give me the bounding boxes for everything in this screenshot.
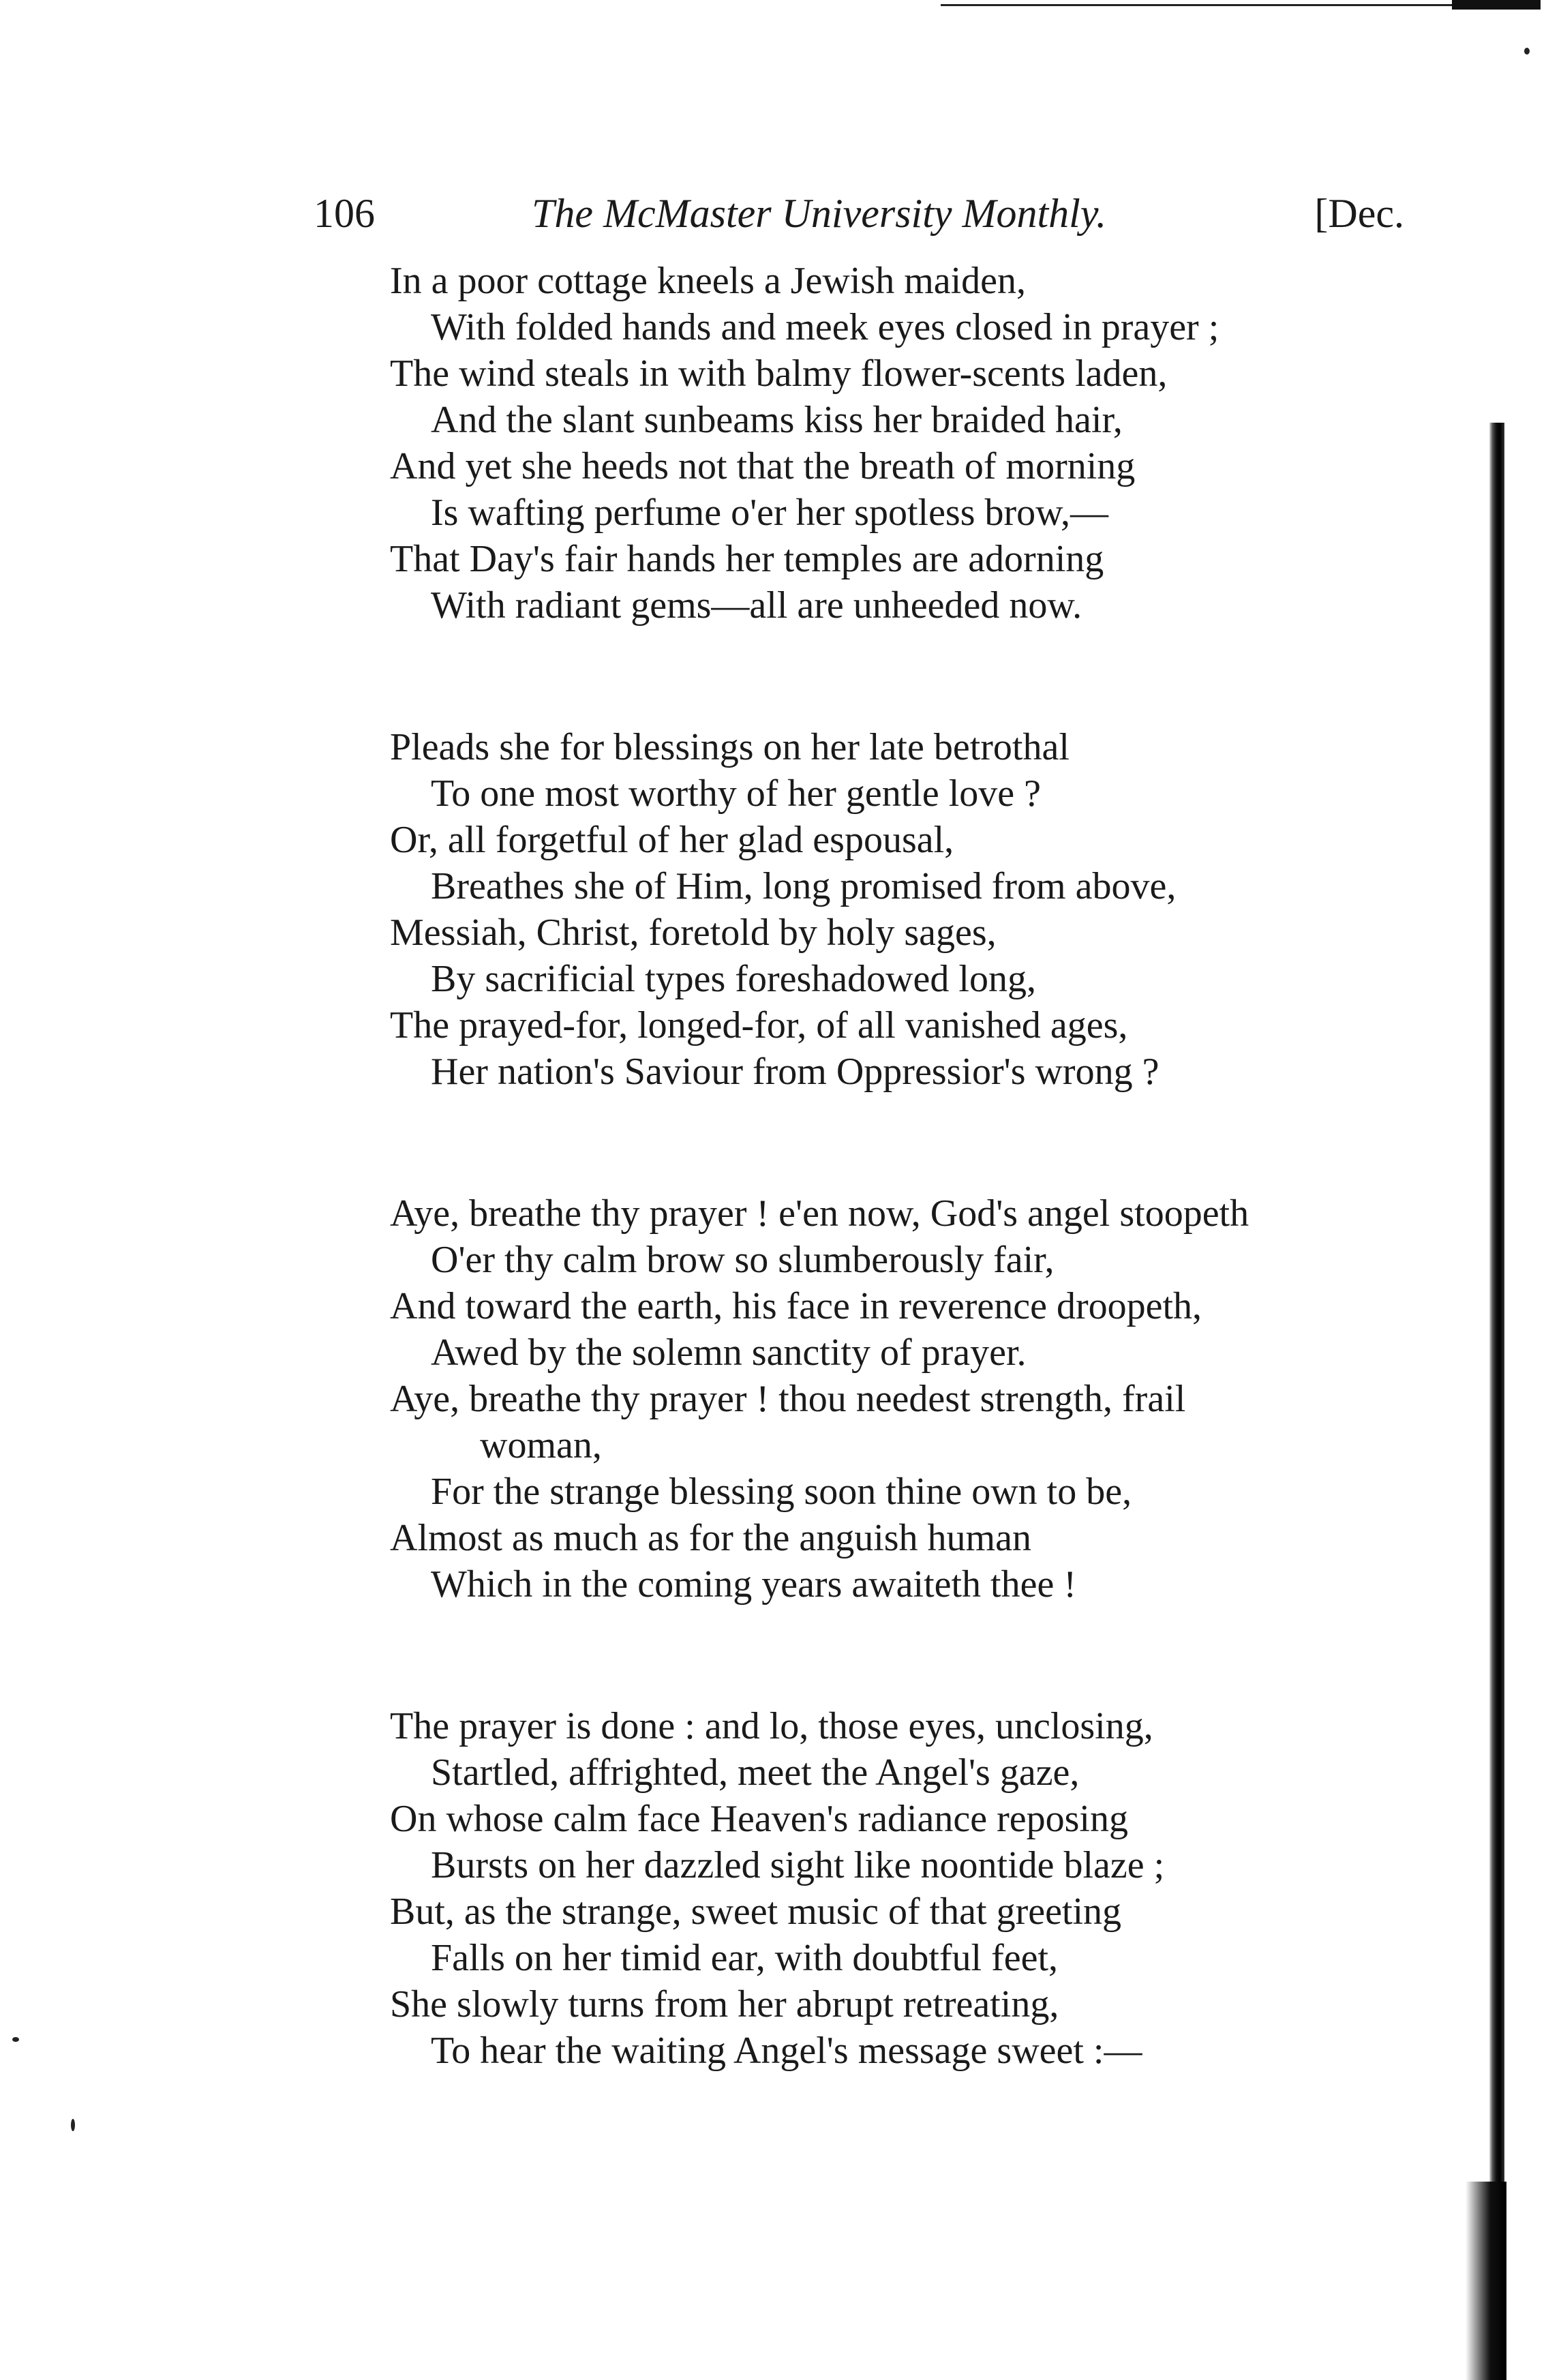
poem-line: Bursts on her dazzled sight like noontide blaze ;: [431, 1844, 1165, 1886]
poem-line: The wind steals in with balmy flower-scents laden,: [390, 352, 1168, 395]
poem-line: On whose calm face Heaven's radiance reposing: [390, 1798, 1128, 1840]
stanza: [390, 724, 1426, 1095]
month-tag: [Dec.: [1314, 191, 1404, 236]
poem-line: In a poor cottage kneels a Jewish maiden,: [390, 260, 1027, 302]
page-edge-shadow-bottom: [1466, 2182, 1506, 2380]
poem-line: But, as the strange, sweet music of that greeting: [390, 1891, 1122, 1933]
poem-line: With folded hands and meek eyes closed in prayer ;: [431, 306, 1219, 348]
scan-speck: [1524, 48, 1530, 55]
page-header: [314, 183, 1404, 244]
poem-line: And yet she heeds not that the breath of morning: [390, 445, 1136, 487]
scan-speck: [12, 2037, 19, 2042]
poem-line: By sacrificial types foreshadowed long,: [431, 958, 1036, 1000]
poem-line: For the strange blessing soon thine own to be,: [431, 1471, 1132, 1513]
poem-line: Or, all forgetful of her glad espousal,: [390, 819, 954, 861]
poem-line: Awed by the solemn sanctity of prayer.: [431, 1331, 1027, 1374]
poem-line: The prayer is done : and lo, those eyes, unclosing,: [390, 1705, 1153, 1747]
poem-line: Aye, breathe thy prayer ! thou needest strength, frail: [390, 1378, 1186, 1420]
poem-line: To hear the waiting Angel's message sweet :—: [431, 2030, 1142, 2072]
top-scan-rule: [941, 4, 1534, 6]
stanza: [390, 1703, 1426, 2074]
poem-line: Her nation's Saviour from Oppressior's wrong ?: [431, 1051, 1160, 1093]
poem-line: She slowly turns from her abrupt retreating,: [390, 1983, 1059, 2025]
poem-line: Aye, breathe thy prayer ! e'en now, God's angel stoopeth: [390, 1192, 1249, 1235]
poem-line-continuation: woman,: [480, 1424, 602, 1466]
page-number: 106: [314, 191, 375, 236]
stanza: [390, 258, 1426, 629]
poem-line: Messiah, Christ, foretold by holy sages,: [390, 912, 997, 954]
poem-line: And the slant sunbeams kiss her braided hair,: [431, 399, 1123, 441]
poem-line: Which in the coming years awaiteth thee !: [431, 1563, 1076, 1606]
top-scan-mark: [1452, 0, 1541, 10]
poem-line: Falls on her timid ear, with doubtful feet,: [431, 1937, 1059, 1979]
poem-body: [390, 258, 1426, 2169]
page-edge-shadow: [1489, 423, 1504, 2380]
running-title: The McMaster University Monthly.: [532, 191, 1107, 236]
stanza: [390, 1190, 1426, 1608]
poem-line: To one most worthy of her gentle love ?: [431, 772, 1041, 815]
poem-line: O'er thy calm brow so slumberously fair,: [431, 1239, 1055, 1281]
poem-line: Almost as much as for the anguish human: [390, 1517, 1031, 1559]
poem-line: Pleads she for blessings on her late betrothal: [390, 726, 1070, 768]
poem-line: That Day's fair hands her temples are adorning: [390, 538, 1104, 580]
poem-line: Is wafting perfume o'er her spotless brow,—: [431, 492, 1108, 534]
poem-line: Startled, affrighted, meet the Angel's gaze,: [431, 1751, 1080, 1794]
poem-line: And toward the earth, his face in reverence droopeth,: [390, 1285, 1202, 1327]
poem-line: With radiant gems—all are unheeded now.: [431, 584, 1082, 627]
poem-line: Breathes she of Him, long promised from above,: [431, 865, 1177, 907]
poem-line: The prayed-for, longed-for, of all vanished ages,: [390, 1004, 1128, 1046]
scan-speck: [71, 2119, 75, 2131]
